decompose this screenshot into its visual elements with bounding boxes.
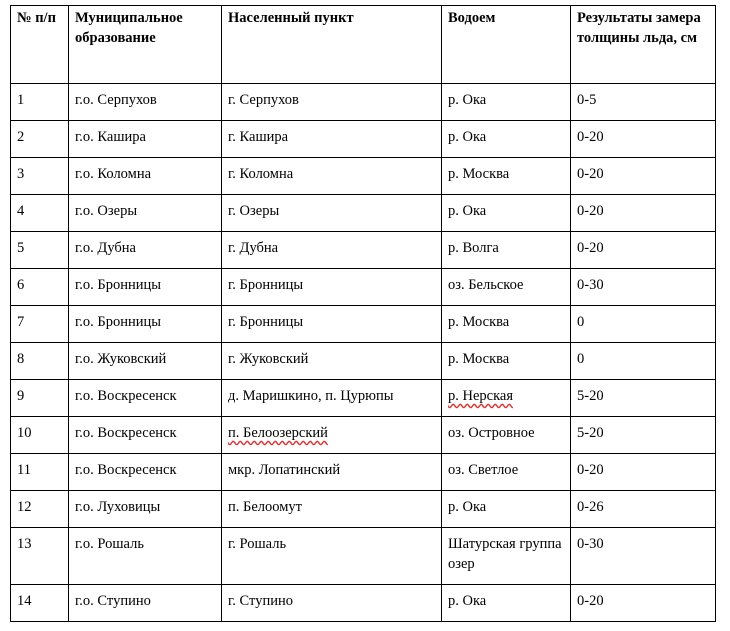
cell-settlement: г. Дубна bbox=[222, 232, 442, 269]
cell-ice-thickness: 0 bbox=[571, 343, 716, 380]
cell-settlement: г. Ступино bbox=[222, 585, 442, 622]
cell-ice-thickness: 0-26 bbox=[571, 491, 716, 528]
cell-settlement: г. Серпухов bbox=[222, 84, 442, 121]
cell-number: 12 bbox=[11, 491, 69, 528]
cell-ice-thickness: 0-20 bbox=[571, 454, 716, 491]
cell-ice-thickness: 5-20 bbox=[571, 417, 716, 454]
cell-waterbody: р. Ока bbox=[442, 84, 571, 121]
cell-waterbody: р. Ока bbox=[442, 491, 571, 528]
cell-number: 10 bbox=[11, 417, 69, 454]
cell-number: 9 bbox=[11, 380, 69, 417]
cell-settlement: д. Маришкино, п. Цурюпы bbox=[222, 380, 442, 417]
cell-ice-thickness: 0-20 bbox=[571, 121, 716, 158]
cell-ice-thickness: 0-20 bbox=[571, 585, 716, 622]
cell-waterbody: Шатурская группа озер bbox=[442, 528, 571, 585]
cell-municipality: г.о. Жуковский bbox=[69, 343, 222, 380]
cell-municipality: г.о. Дубна bbox=[69, 232, 222, 269]
cell-settlement: г. Бронницы bbox=[222, 269, 442, 306]
cell-ice-thickness: 0-30 bbox=[571, 269, 716, 306]
cell-waterbody: р. Ока bbox=[442, 195, 571, 232]
table-row bbox=[11, 454, 716, 491]
cell-ice-thickness: 0-30 bbox=[571, 528, 716, 585]
cell-waterbody: оз. Светлое bbox=[442, 454, 571, 491]
cell-ice-thickness: 5-20 bbox=[571, 380, 716, 417]
cell-waterbody: р. Ока bbox=[442, 585, 571, 622]
ice-thickness-table bbox=[10, 5, 716, 622]
header-number: № п/п bbox=[11, 6, 69, 84]
cell-number: 8 bbox=[11, 343, 69, 380]
cell-municipality: г.о. Бронницы bbox=[69, 306, 222, 343]
cell-ice-thickness: 0-20 bbox=[571, 158, 716, 195]
header-row bbox=[11, 6, 716, 84]
table-row bbox=[11, 417, 716, 454]
table-row bbox=[11, 121, 716, 158]
table-row bbox=[11, 491, 716, 528]
cell-settlement: г. Кашира bbox=[222, 121, 442, 158]
cell-number: 1 bbox=[11, 84, 69, 121]
cell-number: 7 bbox=[11, 306, 69, 343]
table-row bbox=[11, 195, 716, 232]
cell-number: 4 bbox=[11, 195, 69, 232]
table-row bbox=[11, 585, 716, 622]
cell-waterbody: р. Москва bbox=[442, 158, 571, 195]
cell-waterbody: оз. Бельское bbox=[442, 269, 571, 306]
cell-ice-thickness: 0-20 bbox=[571, 195, 716, 232]
cell-waterbody bbox=[442, 380, 571, 417]
cell-ice-thickness: 0 bbox=[571, 306, 716, 343]
table-row bbox=[11, 84, 716, 121]
cell-number: 6 bbox=[11, 269, 69, 306]
cell-number: 3 bbox=[11, 158, 69, 195]
cell-settlement: г. Рошаль bbox=[222, 528, 442, 585]
table-row bbox=[11, 343, 716, 380]
cell-waterbody: р. Москва bbox=[442, 343, 571, 380]
cell-waterbody: оз. Островное bbox=[442, 417, 571, 454]
cell-municipality: г.о. Серпухов bbox=[69, 84, 222, 121]
cell-number: 11 bbox=[11, 454, 69, 491]
table-row bbox=[11, 232, 716, 269]
cell-number: 2 bbox=[11, 121, 69, 158]
cell-municipality: г.о. Луховицы bbox=[69, 491, 222, 528]
header-ice-thickness: Результаты замера толщины льда, см bbox=[571, 6, 716, 84]
cell-ice-thickness: 0-20 bbox=[571, 232, 716, 269]
cell-municipality: г.о. Озеры bbox=[69, 195, 222, 232]
cell-settlement: г. Жуковский bbox=[222, 343, 442, 380]
cell-municipality: г.о. Коломна bbox=[69, 158, 222, 195]
cell-waterbody: р. Ока bbox=[442, 121, 571, 158]
cell-settlement: г. Бронницы bbox=[222, 306, 442, 343]
cell-settlement: г. Озеры bbox=[222, 195, 442, 232]
header-waterbody: Водоем bbox=[442, 6, 571, 84]
cell-number: 5 bbox=[11, 232, 69, 269]
ice-thickness-document bbox=[10, 5, 716, 622]
cell-number: 13 bbox=[11, 528, 69, 585]
cell-settlement: г. Коломна bbox=[222, 158, 442, 195]
table-row bbox=[11, 306, 716, 343]
settlement-text: п. Белоозерский bbox=[228, 425, 328, 441]
cell-waterbody: р. Волга bbox=[442, 232, 571, 269]
table-row bbox=[11, 269, 716, 306]
table-row bbox=[11, 380, 716, 417]
table-row bbox=[11, 158, 716, 195]
cell-municipality: г.о. Воскресенск bbox=[69, 454, 222, 491]
header-municipality: Муниципальное образование bbox=[69, 6, 222, 84]
cell-settlement bbox=[222, 417, 442, 454]
cell-settlement: п. Белоомут bbox=[222, 491, 442, 528]
cell-municipality: г.о. Ступино bbox=[69, 585, 222, 622]
cell-municipality: г.о. Воскресенск bbox=[69, 417, 222, 454]
cell-municipality: г.о. Бронницы bbox=[69, 269, 222, 306]
cell-ice-thickness: 0-5 bbox=[571, 84, 716, 121]
table-row bbox=[11, 528, 716, 585]
cell-settlement: мкр. Лопатинский bbox=[222, 454, 442, 491]
cell-number: 14 bbox=[11, 585, 69, 622]
cell-waterbody: р. Москва bbox=[442, 306, 571, 343]
header-settlement: Населенный пункт bbox=[222, 6, 442, 84]
cell-municipality: г.о. Рошаль bbox=[69, 528, 222, 585]
cell-municipality: г.о. Кашира bbox=[69, 121, 222, 158]
waterbody-text: р. Нерская bbox=[448, 388, 514, 404]
cell-municipality: г.о. Воскресенск bbox=[69, 380, 222, 417]
